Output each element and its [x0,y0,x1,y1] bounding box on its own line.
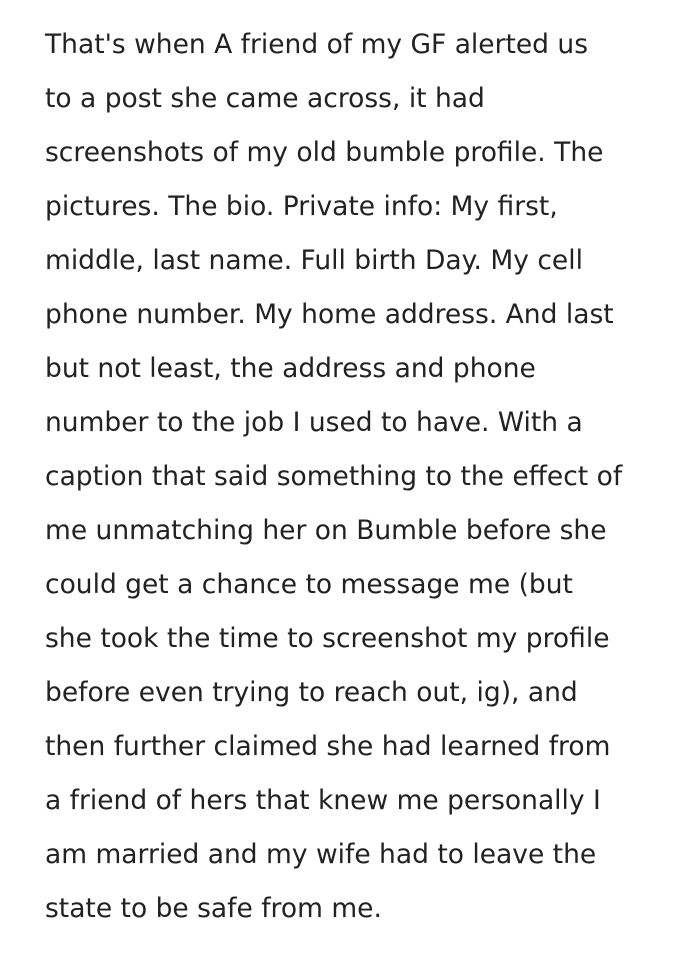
text-line: am married and my wife had to leave the [45,839,597,870]
text-line: number to the job I used to have. With a [45,407,583,438]
text-line: me unmatching her on Bumble before she [45,515,607,546]
text-line: to a post she came across, it had [45,83,485,114]
text-line: she took the time to screenshot my profile [45,623,610,654]
text-line: caption that said something to the effect of [45,461,623,492]
text-line: middle, last name. Full birth Day. My cell [45,245,583,276]
text-line: phone number. My home address. And last [45,299,614,330]
text-line: pictures. The bio. Private info: My first, [45,191,558,222]
text-line: screenshots of my old bumble profile. The [45,137,604,168]
text-line: before even trying to reach out, ig), and [45,677,578,708]
text-line: but not least, the address and phone [45,353,536,384]
text-line: That's when A friend of my GF alerted us [45,29,589,60]
text-line: state to be safe from me. [45,893,382,924]
post-body-text [45,18,685,936]
text-line: could get a chance to message me (but [45,569,573,600]
text-line: then further claimed she had learned from [45,731,611,762]
text-line: a friend of hers that knew me personally I [45,785,601,816]
